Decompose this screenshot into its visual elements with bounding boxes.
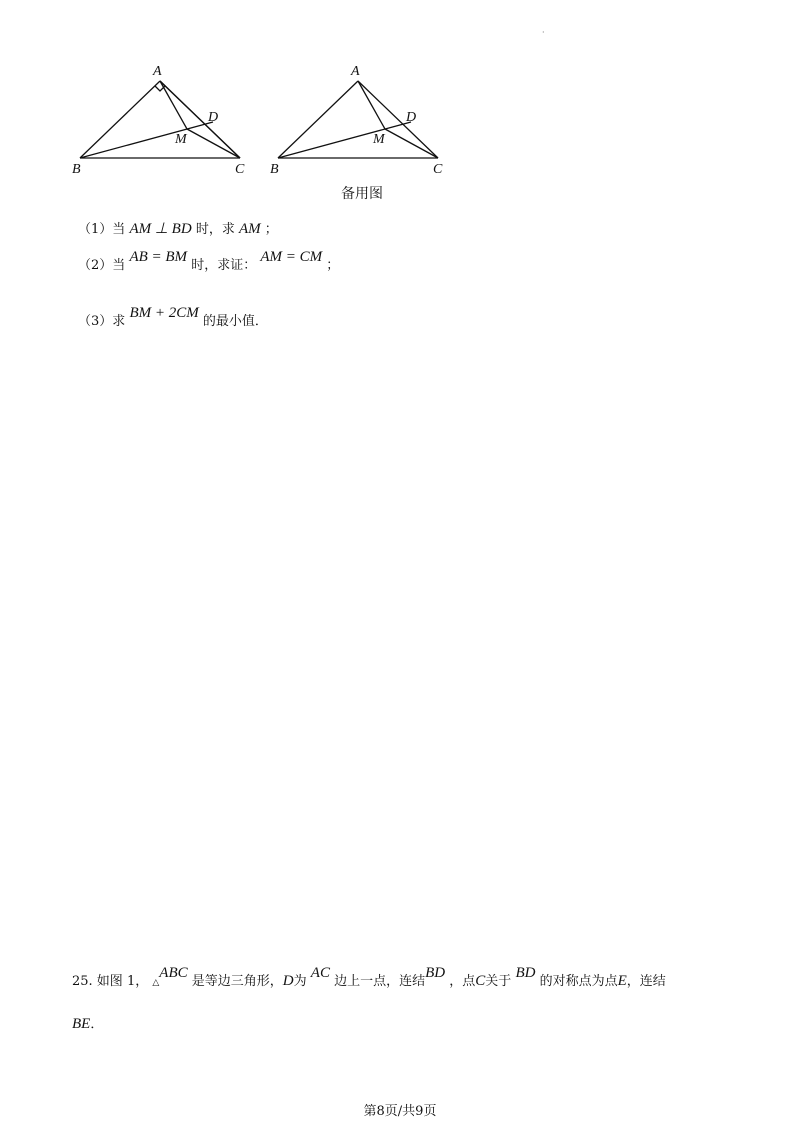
p25-text-4: ，点 (449, 974, 476, 989)
problem-25-line-2 (72, 1013, 103, 1033)
label-m: M (175, 132, 187, 147)
label-b: B (270, 162, 279, 177)
segment-am-inner (160, 81, 187, 129)
q3-math-expression: BM + 2CM (129, 305, 199, 321)
label-a: A (351, 64, 360, 79)
q3-number: （3） (78, 314, 113, 329)
q2-pre: 当 (112, 258, 126, 273)
triangle-symbol: △ (152, 978, 160, 988)
question-2 (78, 249, 340, 274)
edge-ab (278, 81, 358, 158)
p25-text-5: 关于 (485, 974, 512, 989)
p25-point-d: D (282, 973, 294, 989)
p25-text-3: 边上一点，连结 (334, 974, 426, 989)
q3-pre: 求 (112, 314, 126, 329)
p25-math-be: BE (72, 1016, 91, 1032)
q2-mid: 时，求证： (191, 258, 257, 273)
p25-text-1: 是等边三角形， (191, 974, 283, 989)
p25-math-abc: ABC (159, 965, 188, 981)
question-3 (78, 305, 268, 330)
q1-number: （1） (78, 222, 113, 237)
label-c: C (433, 162, 443, 177)
question-1 (78, 218, 278, 238)
q3-post: 的最小值． (202, 314, 268, 329)
p25-text-7: ，连结 (626, 974, 666, 989)
segment-bd (80, 122, 213, 158)
segment-am (160, 81, 240, 158)
segment-am-inner (358, 81, 385, 129)
q2-math-ab-bm: AB = BM (129, 249, 188, 265)
label-d: D (208, 110, 219, 125)
corner-mark: · (542, 28, 545, 37)
p25-text-6: 的对称点为点 (539, 974, 618, 989)
p25-math-bd: BD (425, 965, 446, 981)
p25-math-ac: AC (310, 965, 330, 981)
q2-number: （2） (78, 258, 113, 273)
q2-post: ； (326, 258, 340, 273)
q2-math-am-cm: AM = CM (260, 249, 323, 265)
q1-math-am: AM (238, 221, 261, 237)
p25-point-e: E (617, 973, 627, 989)
q1-math-perpendicular: AM ⊥ BD (129, 221, 192, 237)
problem-25-line-1 (72, 965, 666, 990)
p25-number: 25. 如图 1， (72, 974, 149, 989)
label-c: C (235, 162, 245, 177)
label-a: A (153, 64, 162, 79)
q1-mid: 时，求 (195, 222, 235, 237)
edge-ab (80, 81, 160, 158)
page-footer: 第8页/共9页 (363, 1104, 437, 1119)
segment-bd (278, 122, 411, 158)
figure-caption: 备用图 (341, 186, 383, 202)
p25-text-8: ． (90, 1017, 104, 1032)
edge-ac (358, 81, 438, 158)
q1-pre: 当 (112, 222, 126, 237)
p25-math-bd-2: BD (515, 965, 536, 981)
label-b: B (72, 162, 81, 177)
q1-post: ； (264, 222, 278, 237)
p25-point-c: C (475, 973, 486, 989)
label-m: M (373, 132, 385, 147)
triangle-figure-2 (258, 55, 458, 185)
label-d: D (406, 110, 417, 125)
triangle-figure-1 (60, 55, 260, 185)
p25-text-2: 为 (293, 974, 307, 989)
